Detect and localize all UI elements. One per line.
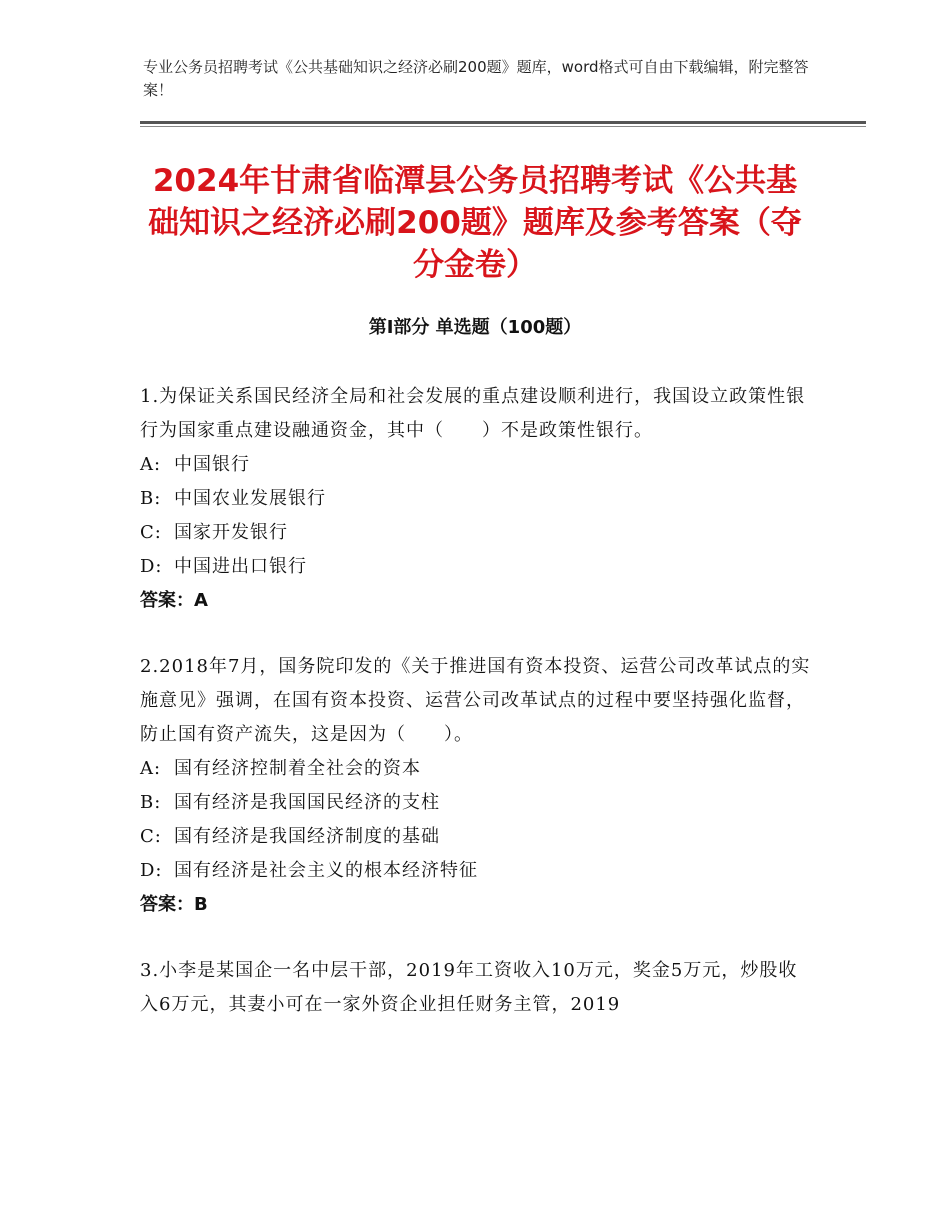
question-1: [140, 380, 812, 618]
option-a: [140, 448, 812, 482]
answer-label: 答案：A: [140, 590, 208, 611]
option-text: 国有经济是我国国民经济的支柱: [174, 792, 440, 813]
option-c: [140, 516, 812, 550]
option-letter: A:: [140, 454, 162, 475]
option-a: [140, 752, 812, 786]
option-letter: B:: [140, 488, 162, 509]
option-text: 中国农业发展银行: [174, 488, 326, 509]
header-note: 专业公务员招聘考试《公共基础知识之经济必刷200题》题库，word格式可自由下载编辑，附完整答案！: [143, 58, 809, 99]
option-letter: C:: [140, 522, 162, 543]
option-letter: D:: [140, 556, 163, 577]
question-stem: 2.2018年7月，国务院印发的《关于推进国有资本投资、运营公司改革试点的实施意见》强调，在国有资本投资、运营公司改革试点的过程中要坚持强化监督，防止国有资产流失，这是因为（ ）。: [140, 656, 811, 745]
question-stem: 3.小李是某国企一名中层干部，2019年工资收入10万元，奖金5万元，炒股收入6万元，其妻小可在一家外资企业担任财务主管，2019: [140, 960, 798, 1015]
option-d: [140, 550, 812, 584]
document-title: 2024年甘肃省临潭县公务员招聘考试《公共基础知识之经济必刷200题》题库及参考答案（夺分金卷）: [148, 163, 802, 283]
option-text: 国有经济是社会主义的根本经济特征: [174, 860, 478, 881]
option-letter: C:: [140, 826, 162, 847]
section-title: 第Ⅰ部分 单选题（100题）: [368, 317, 582, 338]
option-d: [140, 854, 812, 888]
question-2: [140, 650, 812, 922]
header-divider-thin: [140, 126, 866, 127]
option-text: 国家开发银行: [174, 522, 288, 543]
option-text: 国有经济是我国经济制度的基础: [174, 826, 440, 847]
option-text: 中国进出口银行: [174, 556, 307, 577]
option-text: 国有经济控制着全社会的资本: [174, 758, 421, 779]
answer-label: 答案：B: [140, 894, 208, 915]
option-b: [140, 482, 812, 516]
option-letter: B:: [140, 792, 162, 813]
question-list: [140, 380, 812, 1054]
option-b: [140, 786, 812, 820]
option-letter: D:: [140, 860, 163, 881]
header-divider-thick: [140, 121, 866, 124]
question-3: [140, 954, 812, 1022]
question-stem: 1.为保证关系国民经济全局和社会发展的重点建设顺利进行，我国设立政策性银行为国家重点建设融通资金，其中（ ）不是政策性银行。: [140, 386, 806, 441]
option-text: 中国银行: [174, 454, 250, 475]
option-c: [140, 820, 812, 854]
option-letter: A:: [140, 758, 162, 779]
